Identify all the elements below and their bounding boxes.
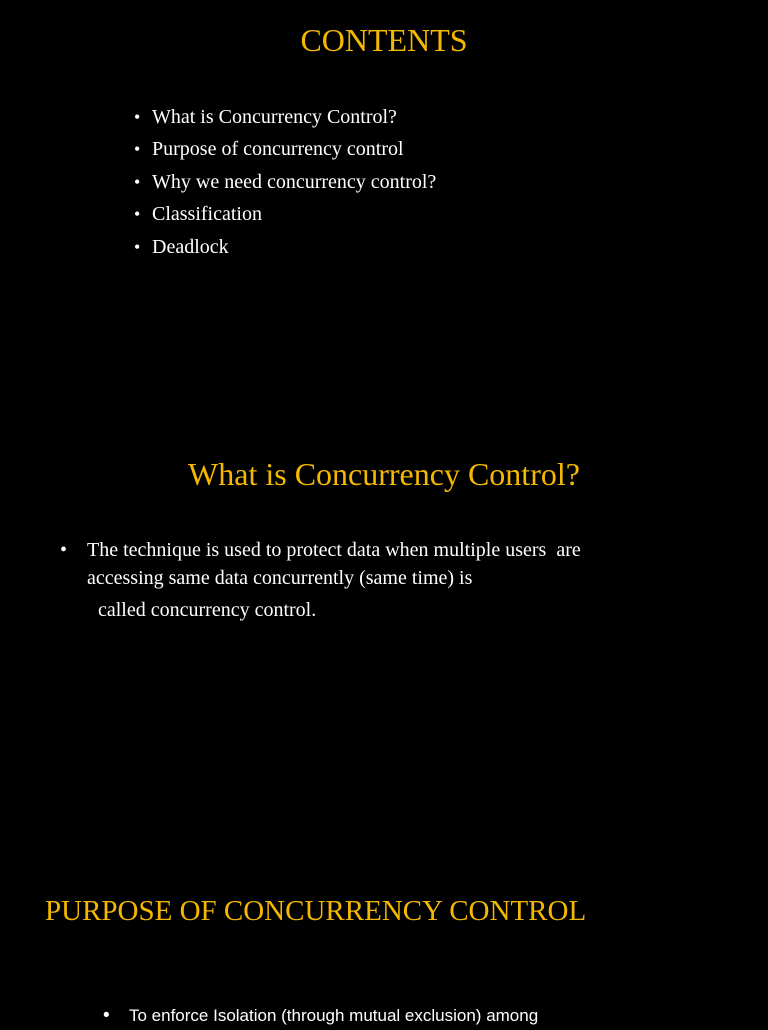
bullet-icon: • bbox=[134, 139, 141, 160]
contents-list bbox=[134, 101, 437, 263]
paragraph-line: accessing same data concurrently (same time) is bbox=[87, 567, 473, 589]
list-item-label: What is Concurrency Control? bbox=[152, 106, 397, 128]
bullet-icon: • bbox=[103, 1005, 110, 1026]
list-item bbox=[134, 133, 436, 165]
list-item bbox=[134, 231, 436, 263]
purpose-text: To enforce Isolation (through mutual exclusion) among bbox=[129, 1006, 539, 1025]
slide-title: PURPOSE OF CONCURRENCY CONTROL bbox=[45, 895, 587, 927]
bullet-icon: • bbox=[134, 236, 141, 257]
slide-contents bbox=[0, 0, 768, 420]
list-item bbox=[134, 101, 436, 133]
list-item bbox=[134, 166, 437, 198]
definition-paragraph bbox=[87, 536, 581, 624]
list-item-label: Purpose of concurrency control bbox=[152, 138, 404, 161]
list-item-label: Deadlock bbox=[152, 235, 229, 258]
slide-title: CONTENTS bbox=[300, 22, 468, 58]
bullet-icon: • bbox=[60, 539, 68, 561]
paragraph-line: called concurrency control. bbox=[98, 599, 317, 621]
bullet-icon: • bbox=[134, 171, 141, 192]
list-item-label: Why we need concurrency control? bbox=[152, 170, 437, 193]
list-item bbox=[134, 198, 436, 230]
list-item-label: Classification bbox=[152, 203, 262, 226]
slide-title: What is Concurrency Control? bbox=[188, 456, 580, 492]
bullet-icon: • bbox=[134, 204, 141, 225]
paragraph-line: The technique is used to protect data when multiple users are bbox=[87, 539, 581, 561]
bullet-icon: • bbox=[134, 107, 141, 127]
